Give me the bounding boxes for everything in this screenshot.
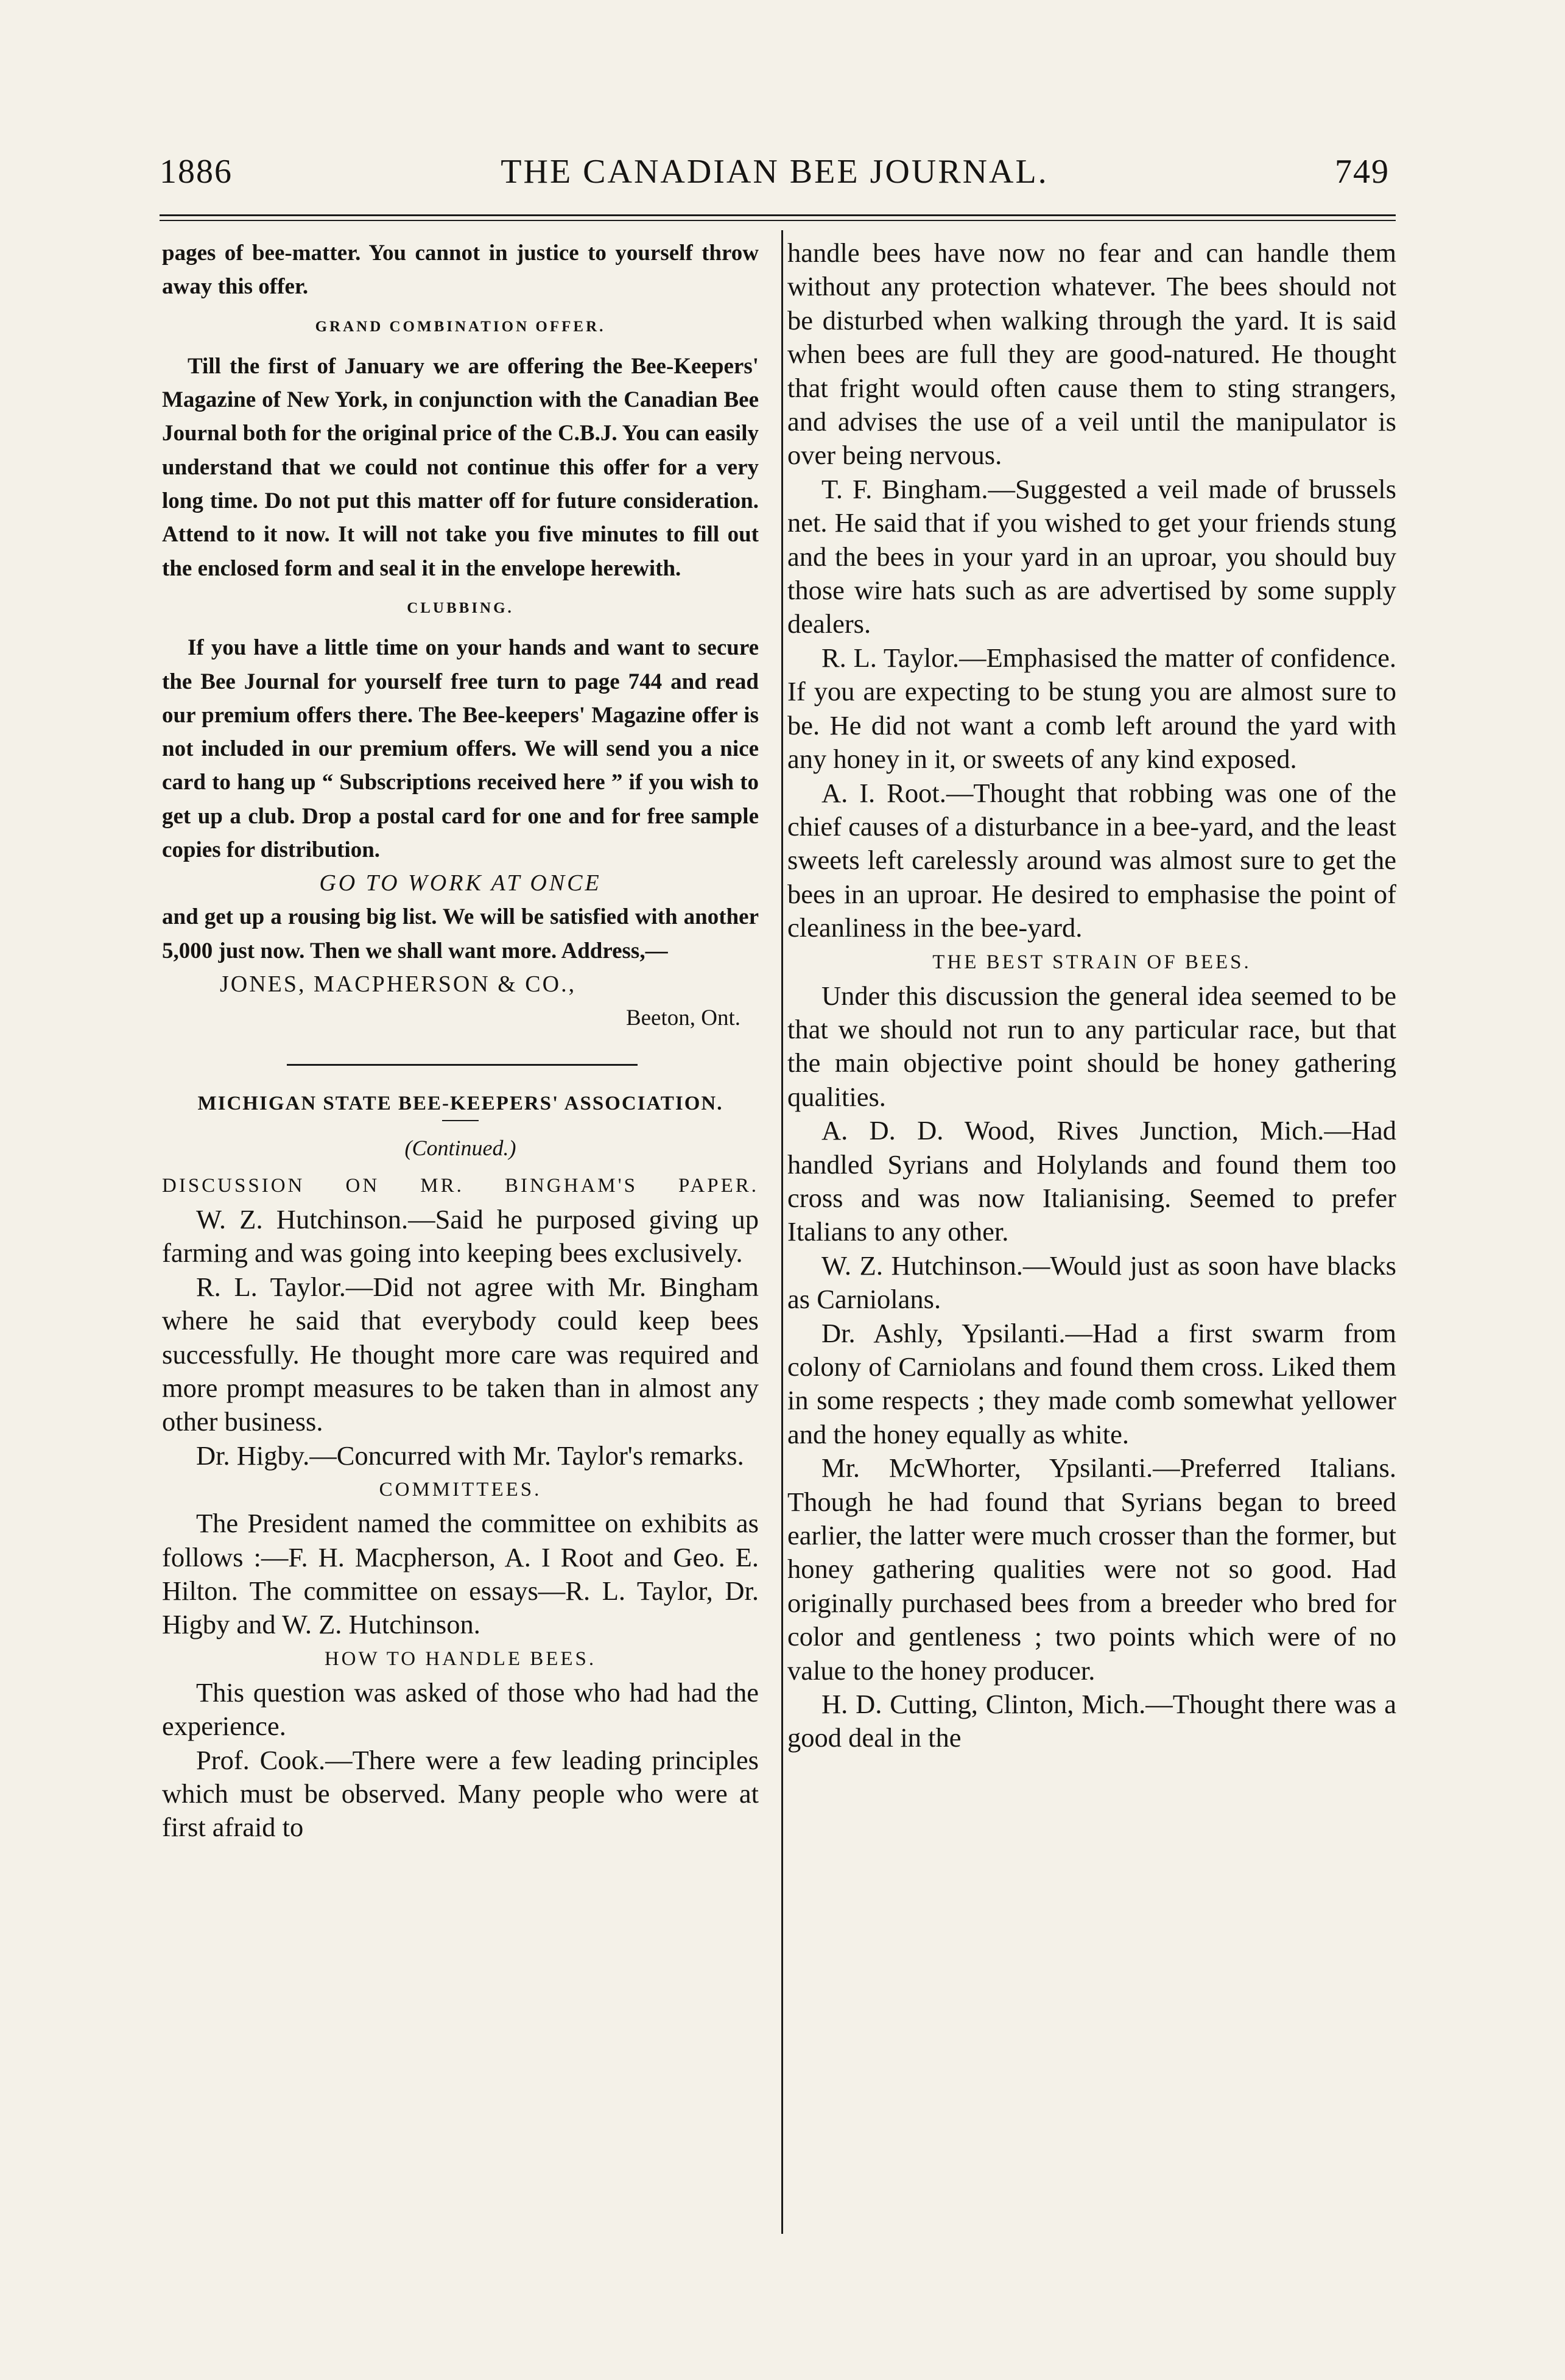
discussion-section	[162, 1169, 759, 1845]
handle-question-paragraph: This question was asked of those who had had the experience.	[162, 1677, 759, 1742]
committees-heading: COMMITTEES.	[379, 1479, 542, 1501]
cutting-paragraph: H. D. Cutting, Clinton, Mich.—Thought there was a good deal in the	[787, 1689, 1396, 1753]
page-number: 749	[1335, 153, 1390, 191]
section-ornament	[162, 1052, 759, 1076]
bingham-paragraph: T. F. Bingham.—Suggested a veil made of brussels net. He said that if you wished to get your friends stung and the bees in your yard in an uproar, you should buy those wire hats such as are advertised by some supply dealers.	[787, 473, 1396, 639]
left-column	[162, 236, 759, 1845]
header-rule-secondary	[160, 220, 1396, 221]
taylor-confidence-paragraph: R. L. Taylor.—Emphasised the matter of confidence. If you are expecting to be stung you are almost sure to be. He did not want a comb left around the yard with any honey in it, or sweets of any kind exposed.	[787, 642, 1396, 775]
page-header	[160, 146, 1390, 195]
cook-paragraph: Prof. Cook.—There were a few leading principles which must be observed. Many people who were at first afraid to	[162, 1744, 759, 1843]
right-column	[787, 236, 1396, 1755]
best-strain-heading: THE BEST STRAIN OF BEES.	[932, 951, 1251, 973]
offer-section	[162, 236, 759, 1035]
grand-combination-paragraph: Till the first of January we are offering the Bee-Keepers' Magazine of New York, in conjunction with the Canadian Bee Journal both for the original price of the C.B.J. You can easily understand that we could not continue this offer for a very long time. Do not put this matter off for future consideration. Attend to it now. It will not take you five minutes to fill out the enclosed form and seal it in the envelope herewith.	[162, 353, 759, 581]
header-rule	[160, 214, 1396, 216]
root-paragraph: A. I. Root.—Thought that robbing was one of the chief causes of a disturbance in a bee-yard, and the least sweets left carelessly around was almost sure to get the bees in an uproar. He desired to emphasise the point of cleanliness in the bee-yard.	[787, 777, 1396, 943]
short-rule	[442, 1120, 479, 1121]
column-divider	[781, 230, 783, 2234]
mcwhorter-paragraph: Mr. McWhorter, Ypsilanti.—Preferred Italians. Though he had found that Syrians began to breed earlier, the latter were much crosser than the former, but honey gathering qualities were not so good. Had originally purchased bees from a breeder who bred for color and gentleness ; two points which were of no value to the honey producer.	[787, 1452, 1396, 1686]
hutchinson-paragraph: W. Z. Hutchinson.—Said he purposed giving up farming and was going into keeping bees exclusively.	[162, 1203, 759, 1269]
journal-title: THE CANADIAN BEE JOURNAL.	[501, 153, 1049, 191]
header-year: 1886	[160, 153, 233, 191]
hutchinson-blacks-paragraph: W. Z. Hutchinson.—Would just as soon have blacks as Carniolans.	[787, 1250, 1396, 1315]
taylor-paragraph: R. L. Taylor.—Did not agree with Mr. Bingham where he said that everybody could keep bees successfully. He thought more care was required and more prompt measures to be taken than in almost any other business.	[162, 1271, 759, 1437]
rousing-list-paragraph: and get up a rousing big list. We will be satisfied with another 5,000 just now. Then we shall want more. Address,—	[162, 904, 759, 963]
clubbing-heading: CLUBBING.	[407, 599, 514, 616]
publisher-address: JONES, MACPHERSON & CO.,	[220, 971, 577, 997]
continued-label: (Continued.)	[404, 1135, 516, 1160]
strain-discussion-paragraph: Under this discussion the general idea seemed to be that we should not run to any particular race, but that the main objective point should be honey gathering qualities.	[787, 980, 1396, 1112]
cook-continued-paragraph: handle bees have now no fear and can handle them without any protection whatever. The bees should not be disturbed when walking through the yard. It is said when bees are full they are good-natured. He thought that fright would often cause them to sting strangers, and advises the use of a veil until the manipulator is over being nervous.	[787, 238, 1396, 471]
handle-bees-heading: HOW TO HANDLE BEES.	[324, 1647, 597, 1670]
publisher-place: Beeton, Ont.	[625, 1005, 740, 1030]
ornament-rule	[287, 1064, 638, 1066]
go-to-work-line: GO TO WORK AT ONCE	[319, 870, 602, 896]
higby-paragraph: Dr. Higby.—Concurred with Mr. Taylor's remarks.	[196, 1440, 744, 1471]
association-title: MICHIGAN STATE BEE-KEEPERS' ASSOCIATION.	[197, 1092, 723, 1114]
wood-paragraph: A. D. D. Wood, Rives Junction, Mich.—Had handled Syrians and Holylands and found them too cross and was now Italianising. Seemed to prefer Italians to any other.	[787, 1115, 1396, 1247]
ashly-paragraph: Dr. Ashly, Ypsilanti.—Had a first swarm from colony of Carniolans and found them cross. Liked them in some respects ; they made comb somewhat yellower and the honey equally as white.	[787, 1317, 1396, 1449]
committees-paragraph: The President named the committee on exhibits as follows :—F. H. Macpherson, A. I Root and Geo. E. Hilton. The committee on essays—R. L. Taylor, Dr. Higby and W. Z. Hutchinson.	[162, 1508, 759, 1640]
clubbing-paragraph: If you have a little time on your hands and want to secure the Bee Journal for yourself free turn to page 744 and read our premium offers there. The Bee-keepers' Magazine offer is not included in our premium offers. We will send you a nice card to hang up “ Subscriptions received here ” if you wish to get up a club. Drop a postal card for one and for free sample copies for distribution.	[162, 635, 759, 863]
discussion-heading: DISCUSSION ON MR. BINGHAM'S PAPER.	[162, 1174, 759, 1197]
offer-intro-paragraph: pages of bee-matter. You cannot in justice to yourself throw away this offer.	[162, 241, 759, 300]
grand-combination-heading: GRAND COMBINATION OFFER.	[315, 318, 606, 335]
